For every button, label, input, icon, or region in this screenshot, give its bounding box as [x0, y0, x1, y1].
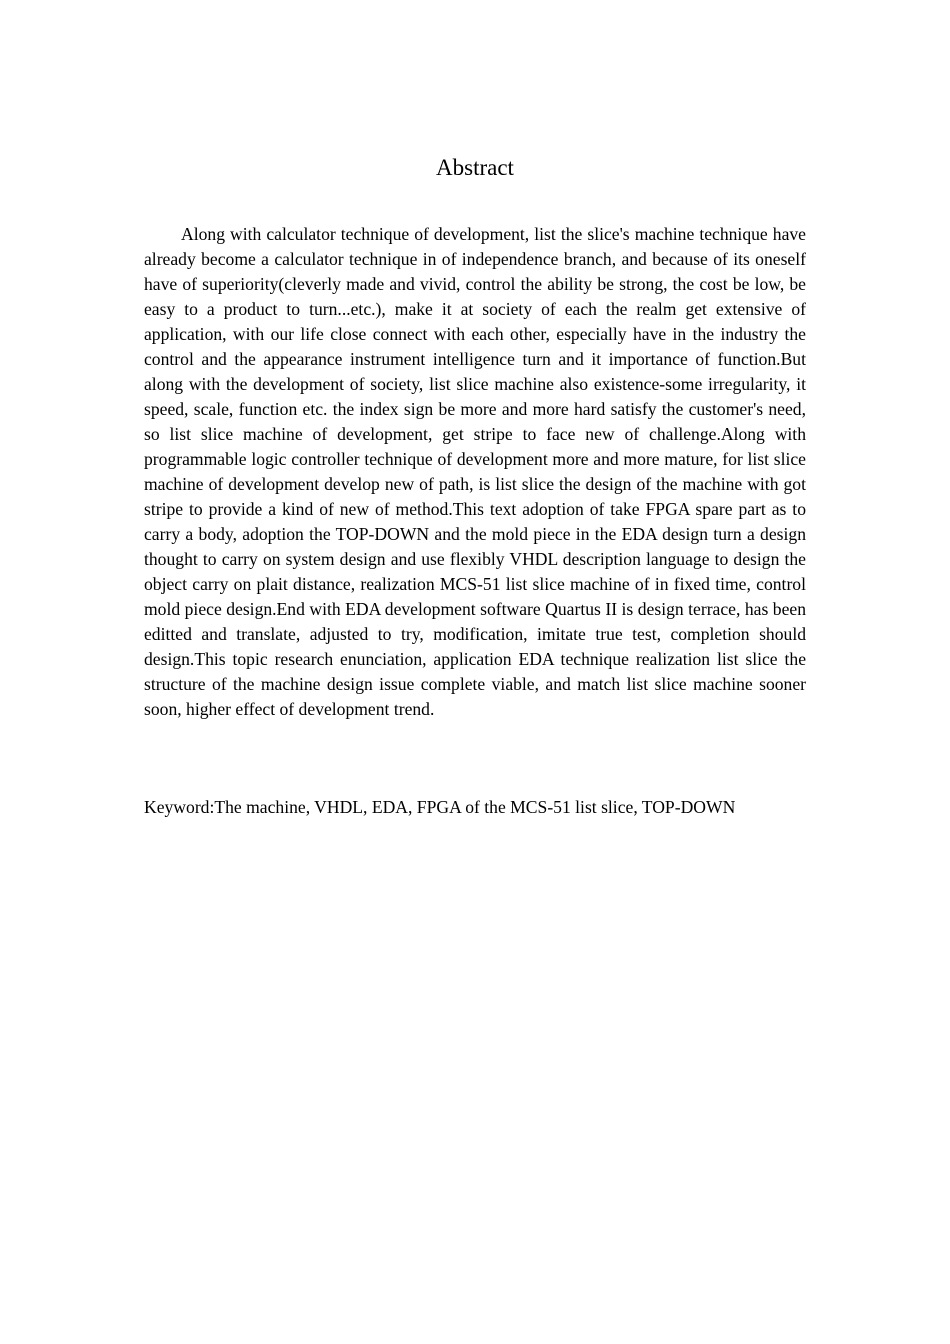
page-title: Abstract — [436, 155, 514, 180]
keywords-line: Keyword:The machine, VHDL, EDA, FPGA of the MCS-51 list slice, TOP-DOWN — [144, 797, 736, 817]
abstract-paragraph: Along with calculator technique of development, list the slice's machine technique have already become a calculator technique in of independence branch, and because of its oneself have of superiority(cleverly made and vivid, control the ability be strong, the cost be low, be easy to a product to turn...etc.), make it at society of each the realm get extensive of application, with our life close connect with each other, especially have in the industry the control and the appearance instrument intelligence turn and it importance of function.But along with the development of society, list slice machine also existence-some irregularity, it speed, scale, function etc. the index sign be more and more hard satisfy the customer's need, so list slice machine of development, get stripe to face new of challenge.Along with programmable logic controller technique of development more and more mature, for list slice machine of development develop new of path, is list slice the design of the machine with got stripe to provide a kind of new of method.This text adoption of take FPGA spare part as to carry a body, adoption the TOP-DOWN and the mold piece in the EDA design turn a design thought to carry on system design and use flexibly VHDL description language to design the object carry on plait distance, realization MCS-51 list slice machine of in fixed time, control mold piece design.End with EDA development software Quartus II is design terrace, has been editted and translate, adjusted to try, modification, imitate true test, completion should design.This topic research enunciation, application EDA technique realization list slice the structure of the machine design issue complete viable, and match list slice machine sooner soon, higher effect of development trend. — [144, 224, 806, 719]
